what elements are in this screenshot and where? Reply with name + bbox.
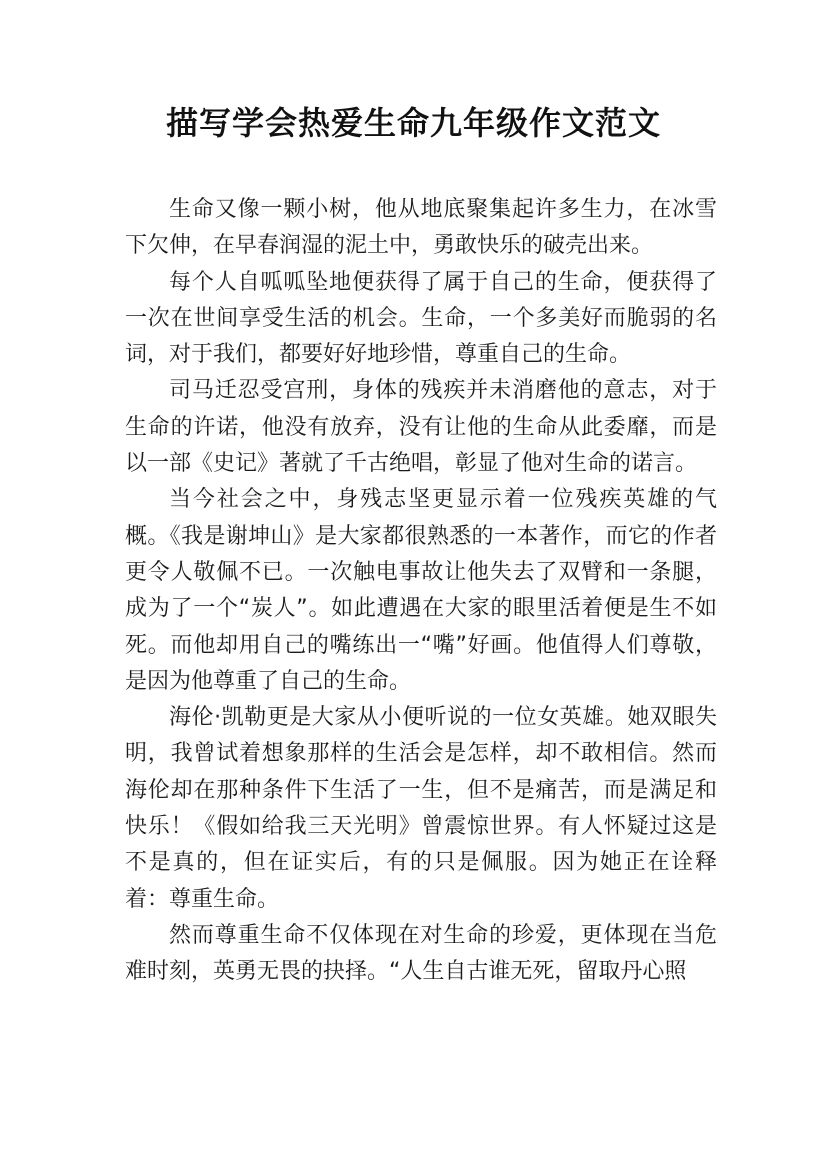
document-title: 描写学会热爱生命九年级作文范文 [165,104,661,142]
paragraph-5: 海伦·凯勒更是大家从小便听说的一位女英雄。她双眼失明，我曾试着想象那样的生活会是怎样，却不敢相信。然而海伦却在那种条件下生活了一生，但不是痛苦，而是满足和快乐！《假如给我三天光明》曾震惊世界。有人怀疑过这是不是真的，但在证实后，有的只是佩服。因为她正在诠释着：尊重生命。 [125,705,717,912]
document-body [125,192,717,991]
paragraph-3: 司马迁忍受宫刑，身体的残疾并未消磨他的意志，对于生命的许诺，他没有放弃，没有让他的生命从此委靡，而是以一部《史记》著就了千古绝唱，彰显了他对生命的诺言。 [125,378,717,477]
paragraph-6: 然而尊重生命不仅体现在对生命的珍爱，更体现在当危难时刻，英勇无畏的抉择。“人生自古谁无死，留取丹心照 [125,922,717,985]
paragraph-4: 当今社会之中，身残志坚更显示着一位残疾英雄的气概。《我是谢坤山》是大家都很熟悉的一本著作，而它的作者更令人敬佩不已。一次触电事故让他失去了双臂和一条腿，成为了一个“炭人”。如此遭遇在大家的眼里活着便是生不如死。而他却用自己的嘴练出一“嘴”好画。他值得人们尊敬，是因为他尊重了自己的生命。 [125,487,717,694]
paragraph-2: 每个人自呱呱坠地便获得了属于自己的生命，便获得了一次在世间享受生活的机会。生命，一个多美好而脆弱的名词，对于我们，都要好好地珍惜，尊重自己的生命。 [125,269,717,368]
paragraph-1: 生命又像一颗小树，他从地底聚集起许多生力，在冰雪下欠伸，在早春润湿的泥土中，勇敢快乐的破壳出来。 [125,197,717,259]
